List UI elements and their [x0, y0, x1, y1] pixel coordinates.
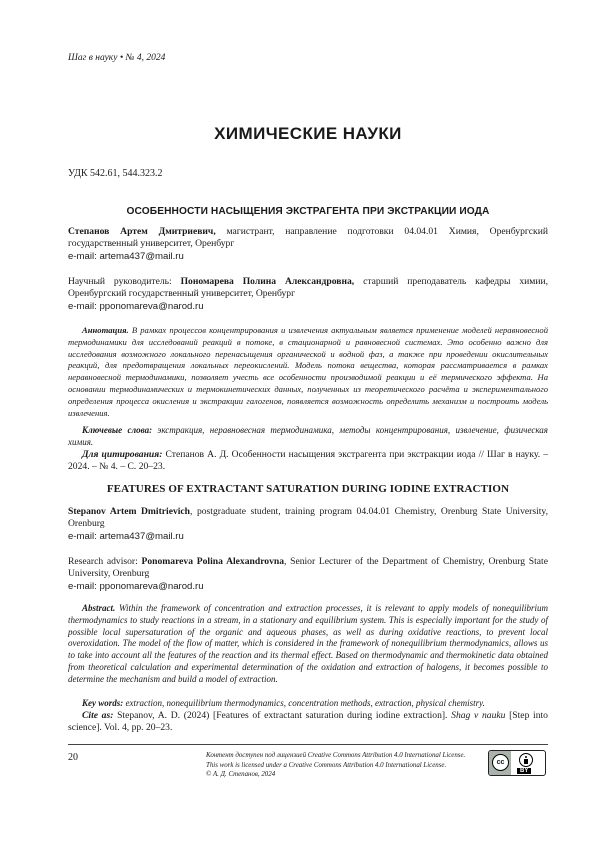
license-en: This work is licensed under a Creative Commons Attribution 4.0 International License. — [206, 761, 447, 769]
copyright: © А. Д. Степанов, 2024 — [206, 771, 276, 778]
author-info-en: , postgraduate student, training program 04.04.01 Chemistry, Orenburg State University, Orenburg — [68, 506, 548, 530]
author-block-ru — [68, 226, 548, 263]
abstract-label-ru: Аннотация. — [82, 325, 129, 335]
footer-divider — [68, 744, 548, 745]
keywords-text-en: extraction, nonequilibrium thermodynamics, concentration methods, extraction, physical chemistry. — [123, 698, 485, 708]
section-title: ХИМИЧЕСКИЕ НАУКИ — [214, 124, 402, 143]
advisor-email-en: e-mail: pponomareva@narod.ru — [68, 580, 204, 592]
author-email-ru: e-mail: artema437@mail.ru — [68, 250, 184, 262]
abstract-text-ru: В рамках процессов концентрирования и извлечения актуальным является применение моделей неравновесной термодинамики для исследований реакций в потоке, в стационарной и равновесной системах. Это особенно важно для исследования возможного локального перенасыщения органической и водной фаз, а также при проведении окислительных реакций, для предотвращения локальных переокислений. Модель потока вещества, которая рассматривается в рамках неравновесной термодинамики, позволяет учесть все особенности производимой реакции и её термического эффекта. На основании термодинамических и термокинетических данных, полученных из теоретического расчёта и экспериментального определения процесса окисления и экстракции галогенов, появляется возможность определить механизм и построить модель извлечения. — [68, 325, 548, 418]
attribution-person-icon — [519, 753, 533, 767]
running-head: Шаг в науку • № 4, 2024 — [68, 53, 166, 63]
author-name-en: Stepanov Artem Dmitrievich — [68, 506, 191, 517]
abstract-label-en: Abstract. — [82, 603, 116, 613]
keywords-text-ru: экстракция, неравновесная термодинамика, методы концентрирования, извлечение, физическая химия. — [68, 425, 548, 447]
advisor-prefix-en: Research advisor: — [68, 556, 142, 567]
cc-badge-background — [489, 751, 511, 775]
author-email-en: e-mail: artema437@mail.ru — [68, 530, 184, 542]
udc-code: УДК 542.61, 544.323.2 — [68, 168, 163, 179]
cite-text-en-1: Stepanov, A. D. (2024) [Features of extractant saturation during iodine extraction]. — [113, 710, 452, 721]
advisor-email-ru: e-mail: pponomareva@narod.ru — [68, 300, 204, 312]
cite-text-en-2: [Step into science]. Vol. 4, pp. 20–23. — [68, 710, 548, 734]
cc-by-license-badge[interactable] — [488, 750, 546, 776]
article-title-ru: ОСОБЕННОСТИ НАСЫЩЕНИЯ ЭКСТРАГЕНТА ПРИ ЭКСТРАКЦИИ ИОДА — [126, 206, 490, 217]
cite-label-en: Cite as: — [82, 710, 114, 721]
cc-icon: cc — [492, 754, 509, 771]
advisor-block-ru — [68, 276, 548, 313]
advisor-name-en: Ponomareva Polina Alexandrovna — [141, 556, 284, 567]
advisor-info-en: , Senior Lecturer of the Department of Chemistry, Orenburg State University, Orenburg — [68, 556, 548, 580]
page-number: 20 — [68, 752, 78, 763]
attribution-person-head — [525, 756, 527, 758]
keywords-label-en: Key words: — [82, 698, 124, 708]
journal-page — [68, 0, 548, 848]
cite-journal-en: Shag v nauku — [451, 710, 506, 721]
license-notice — [206, 751, 496, 780]
citation-en — [68, 710, 548, 735]
cite-text-ru: Степанов А. Д. Особенности насыщения экстрагента при экстракции иода // Шаг в науку. – 2024. – № 4. – С. 20–23. — [68, 449, 548, 473]
attribution-person-body — [524, 759, 528, 764]
advisor-name-ru: Пономарева Полина Александровна, — [180, 276, 355, 287]
author-name-ru: Степанов Артем Дмитриевич, — [68, 226, 216, 237]
keywords-ru — [68, 425, 548, 449]
article-title-en: FEATURES OF EXTRACTANT SATURATION DURING IODINE EXTRACTION — [106, 483, 510, 495]
author-block-en — [68, 506, 548, 543]
license-ru: Контент доступен под лицензией Creative Commons Attribution 4.0 International License. — [206, 752, 466, 759]
abstract-ru — [68, 325, 548, 419]
by-label: BY — [517, 768, 531, 774]
advisor-prefix-ru: Научный руководитель: — [68, 276, 181, 287]
citation-ru — [68, 449, 548, 474]
author-info-ru: магистрант, направление подготовки 04.04.01 Химия, Оренбургский государственный университет, Оренбург — [68, 226, 548, 250]
keywords-en — [68, 698, 548, 710]
abstract-text-en: Within the framework of concentration and extraction processes, it is relevant to apply models of nonequilibrium thermodynamics to study reactions in a stream, in a stationary and equilibrium system. This is especially important for the study of possible local supersaturation of the organic and aqueous phases, as well as during oxidative reactions, to prevent local overoxidation. The model of the flow of matter, which is considered in the framework of nonequilibrium thermodynamics, allows us to take into account all the features of the reaction and its thermal effect. Based on thermodynamic and thermokinetic data obtained from theoretical calculation and experimental determination of the oxidation and extraction of halogens, it becomes possible to determine the mechanism and build a model of extraction. — [68, 603, 548, 684]
keywords-label-ru: Ключевые слова: — [82, 425, 153, 435]
advisor-info-ru: старший преподаватель кафедры химии, Оренбургский государственный университет, Оренбург — [68, 276, 548, 300]
cite-label-ru: Для цитирования: — [82, 449, 163, 460]
abstract-en — [68, 603, 548, 686]
advisor-block-en — [68, 556, 548, 593]
